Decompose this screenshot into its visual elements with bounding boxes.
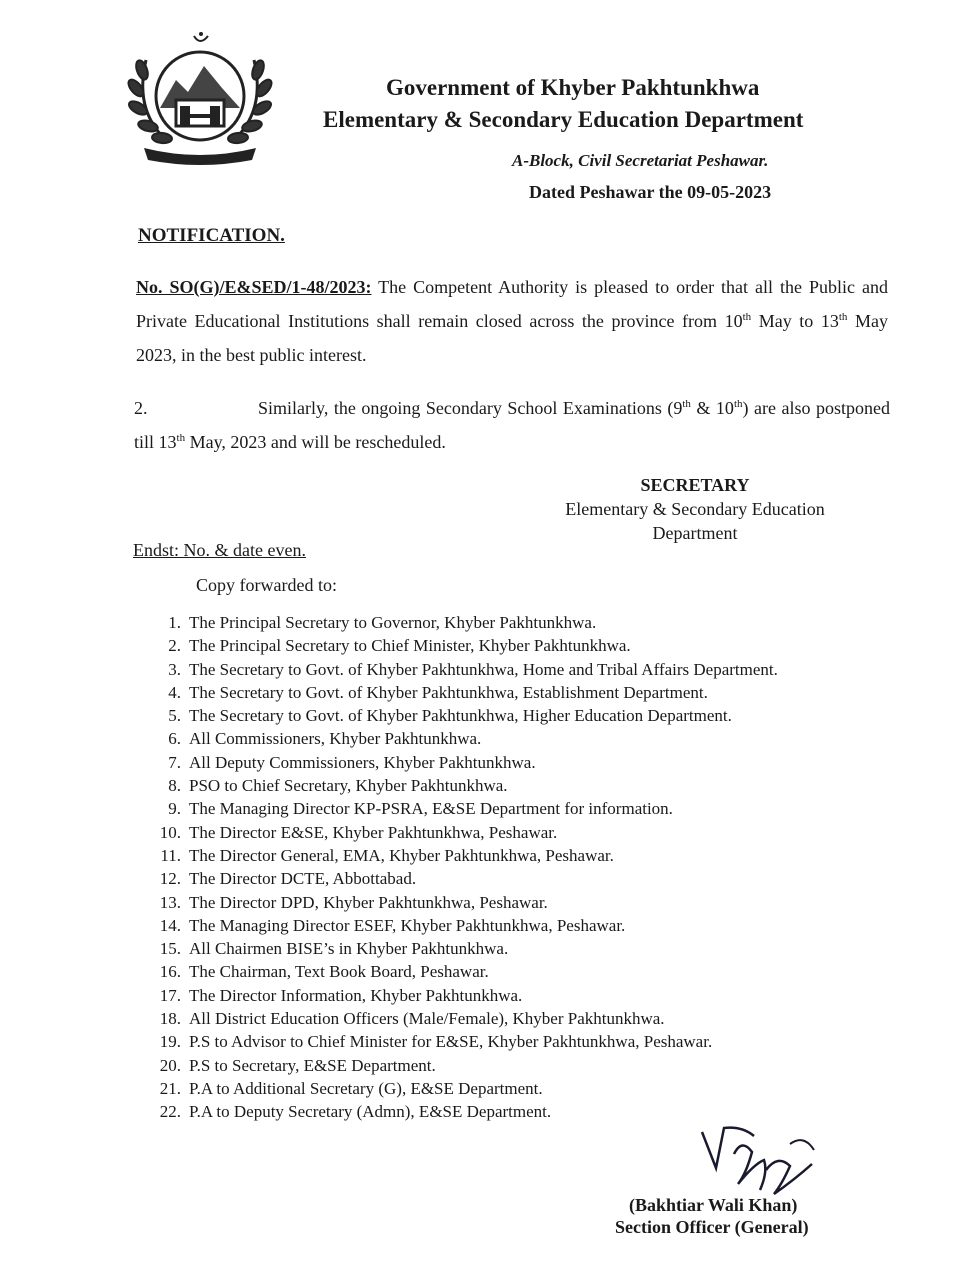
para2-sup-2: th [733,398,743,410]
list-item-text: PSO to Chief Secretary, Khyber Pakhtunkhwa. [189,776,508,796]
list-item-number: 18. [159,1009,181,1029]
emblem-icon [126,30,274,166]
distribution-list-item [147,751,927,774]
distribution-list-item [147,727,927,750]
para2-sup-3: th [176,432,186,444]
list-item-number: 4. [168,682,181,702]
distribution-list-item [147,774,927,797]
para1-text-c: May 2023, in the best public interest. [136,311,888,365]
list-item-number: 10. [159,822,181,842]
distribution-list-item [147,681,927,704]
distribution-list-item [147,937,927,960]
para1-text-b: May to 13 [751,311,839,331]
distribution-list-item [147,844,927,867]
list-item-number: 16. [159,962,181,982]
reference-number: No. SO(G)/E&SED/1-48/2023: [136,277,372,297]
kp-emblem-logo [126,30,274,166]
list-item-number: 5. [168,706,181,726]
list-item-text: The Managing Director KP-PSRA, E&SE Department for information. [189,799,673,819]
list-item-number: 3. [168,659,181,679]
distribution-list-item [147,891,927,914]
distribution-list-item [147,960,927,983]
list-item-text: The Director E&SE, Khyber Pakhtunkhwa, Peshawar. [189,822,558,842]
paragraph-number: 2. [134,398,148,418]
distribution-list-item [147,1030,927,1053]
list-item-text: The Managing Director ESEF, Khyber Pakhtunkhwa, Peshawar. [189,915,626,935]
address-line: A-Block, Civil Secretariat Peshawar. [512,151,769,170]
list-item-number: 2. [168,636,181,656]
distribution-list-item [147,984,927,1007]
distribution-list-item [147,1054,927,1077]
list-item-number: 9. [168,799,181,819]
distribution-list-item [147,914,927,937]
list-item-number: 17. [159,985,181,1005]
list-item-text: P.A to Deputy Secretary (Admn), E&SE Department. [189,1102,552,1122]
list-item-text: All Chairmen BISE’s in Khyber Pakhtunkhwa. [189,939,509,959]
list-item-text: P.S to Secretary, E&SE Department. [189,1055,436,1075]
list-item-text: All Commissioners, Khyber Pakhtunkhwa. [189,729,482,749]
copy-forwarded-label: Copy forwarded to: [196,575,337,595]
para2-sup-1: th [682,398,691,410]
distribution-list-item [147,1007,927,1030]
list-item-text: The Secretary to Govt. of Khyber Pakhtunkhwa, Home and Tribal Affairs Department. [189,659,778,679]
list-item-text: The Secretary to Govt. of Khyber Pakhtunkhwa, Establishment Department. [189,682,708,702]
notification-heading: NOTIFICATION. [138,225,285,246]
distribution-list-item [147,634,927,657]
list-item-number: 20. [159,1055,181,1075]
distribution-list-item [147,1077,927,1100]
list-item-number: 14. [159,915,181,935]
list-item-number: 19. [159,1032,181,1052]
distribution-list-item [147,821,927,844]
list-item-number: 15. [159,939,181,959]
secretary-block [540,473,850,545]
list-item-number: 12. [159,869,181,889]
list-item-number: 11. [160,845,181,865]
list-item-text: The Director DPD, Khyber Pakhtunkhwa, Peshawar. [189,892,548,912]
list-item-text: The Secretary to Govt. of Khyber Pakhtunkhwa, Higher Education Department. [189,706,732,726]
department-title: Elementary & Secondary Education Department [323,107,804,132]
list-item-text: The Chairman, Text Book Board, Peshawar. [189,962,489,982]
para1-sup-2: th [838,311,848,323]
secretary-dept-line-1: Elementary & Secondary Education [565,499,825,519]
para2-text-a: Similarly, the ongoing Secondary School Examinations (9 [258,398,683,418]
list-item-text: The Director Information, Khyber Pakhtunkhwa. [189,985,523,1005]
secretary-dept-line-2: Department [652,523,738,543]
distribution-list-item [147,1100,927,1123]
list-item-number: 22. [159,1102,181,1122]
list-item-text: The Principal Secretary to Chief Minister, Khyber Pakhtunkhwa. [189,636,631,656]
list-item-number: 1. [168,613,181,632]
officer-name: (Bakhtiar Wali Khan) [629,1195,798,1215]
list-item-text: P.A to Additional Secretary (G), E&SE Department. [189,1078,543,1098]
list-item-number: 7. [168,752,181,772]
distribution-list-item [147,658,927,681]
endorsement-label: Endst: No. & date even. [133,540,306,560]
distribution-list-item [147,704,927,727]
list-item-text: The Director General, EMA, Khyber Pakhtunkhwa, Peshawar. [189,845,614,865]
list-item-number: 13. [159,892,181,912]
secretary-title: SECRETARY [640,475,750,495]
list-item-text: The Director DCTE, Abbottabad. [189,869,417,889]
para2-text-b: & 10 [690,398,734,418]
officer-designation: Section Officer (General) [615,1217,809,1237]
notification-paragraph-1 [136,270,888,372]
para1-sup-1: th [742,311,752,323]
notification-paragraph-2 [134,391,890,459]
list-item-number: 21. [159,1078,181,1098]
distribution-list [147,611,927,1124]
distribution-list-item [147,797,927,820]
list-item-number: 8. [168,776,181,796]
list-item-text: All Deputy Commissioners, Khyber Pakhtunkhwa. [189,752,536,772]
date-line: Dated Peshawar the 09-05-2023 [529,182,772,202]
distribution-list-item [147,867,927,890]
list-item-text: The Principal Secretary to Governor, Khyber Pakhtunkhwa. [189,613,597,632]
list-item-text: All District Education Officers (Male/Female), Khyber Pakhtunkhwa. [189,1009,665,1029]
government-title: Government of Khyber Pakhtunkhwa [386,75,760,100]
para1-text-a: The Competent Authority is pleased to order that all the Public and Private Educational Institutions shall remain closed across the province from 10 [136,277,888,331]
para2-text-d: May, 2023 and will be rescheduled. [185,432,446,452]
list-item-text: P.S to Advisor to Chief Minister for E&SE, Khyber Pakhtunkhwa, Peshawar. [189,1032,713,1052]
para2-text-c: ) are also postponed till 13 [134,398,890,452]
distribution-list-item [147,611,927,634]
list-item-number: 6. [168,729,181,749]
